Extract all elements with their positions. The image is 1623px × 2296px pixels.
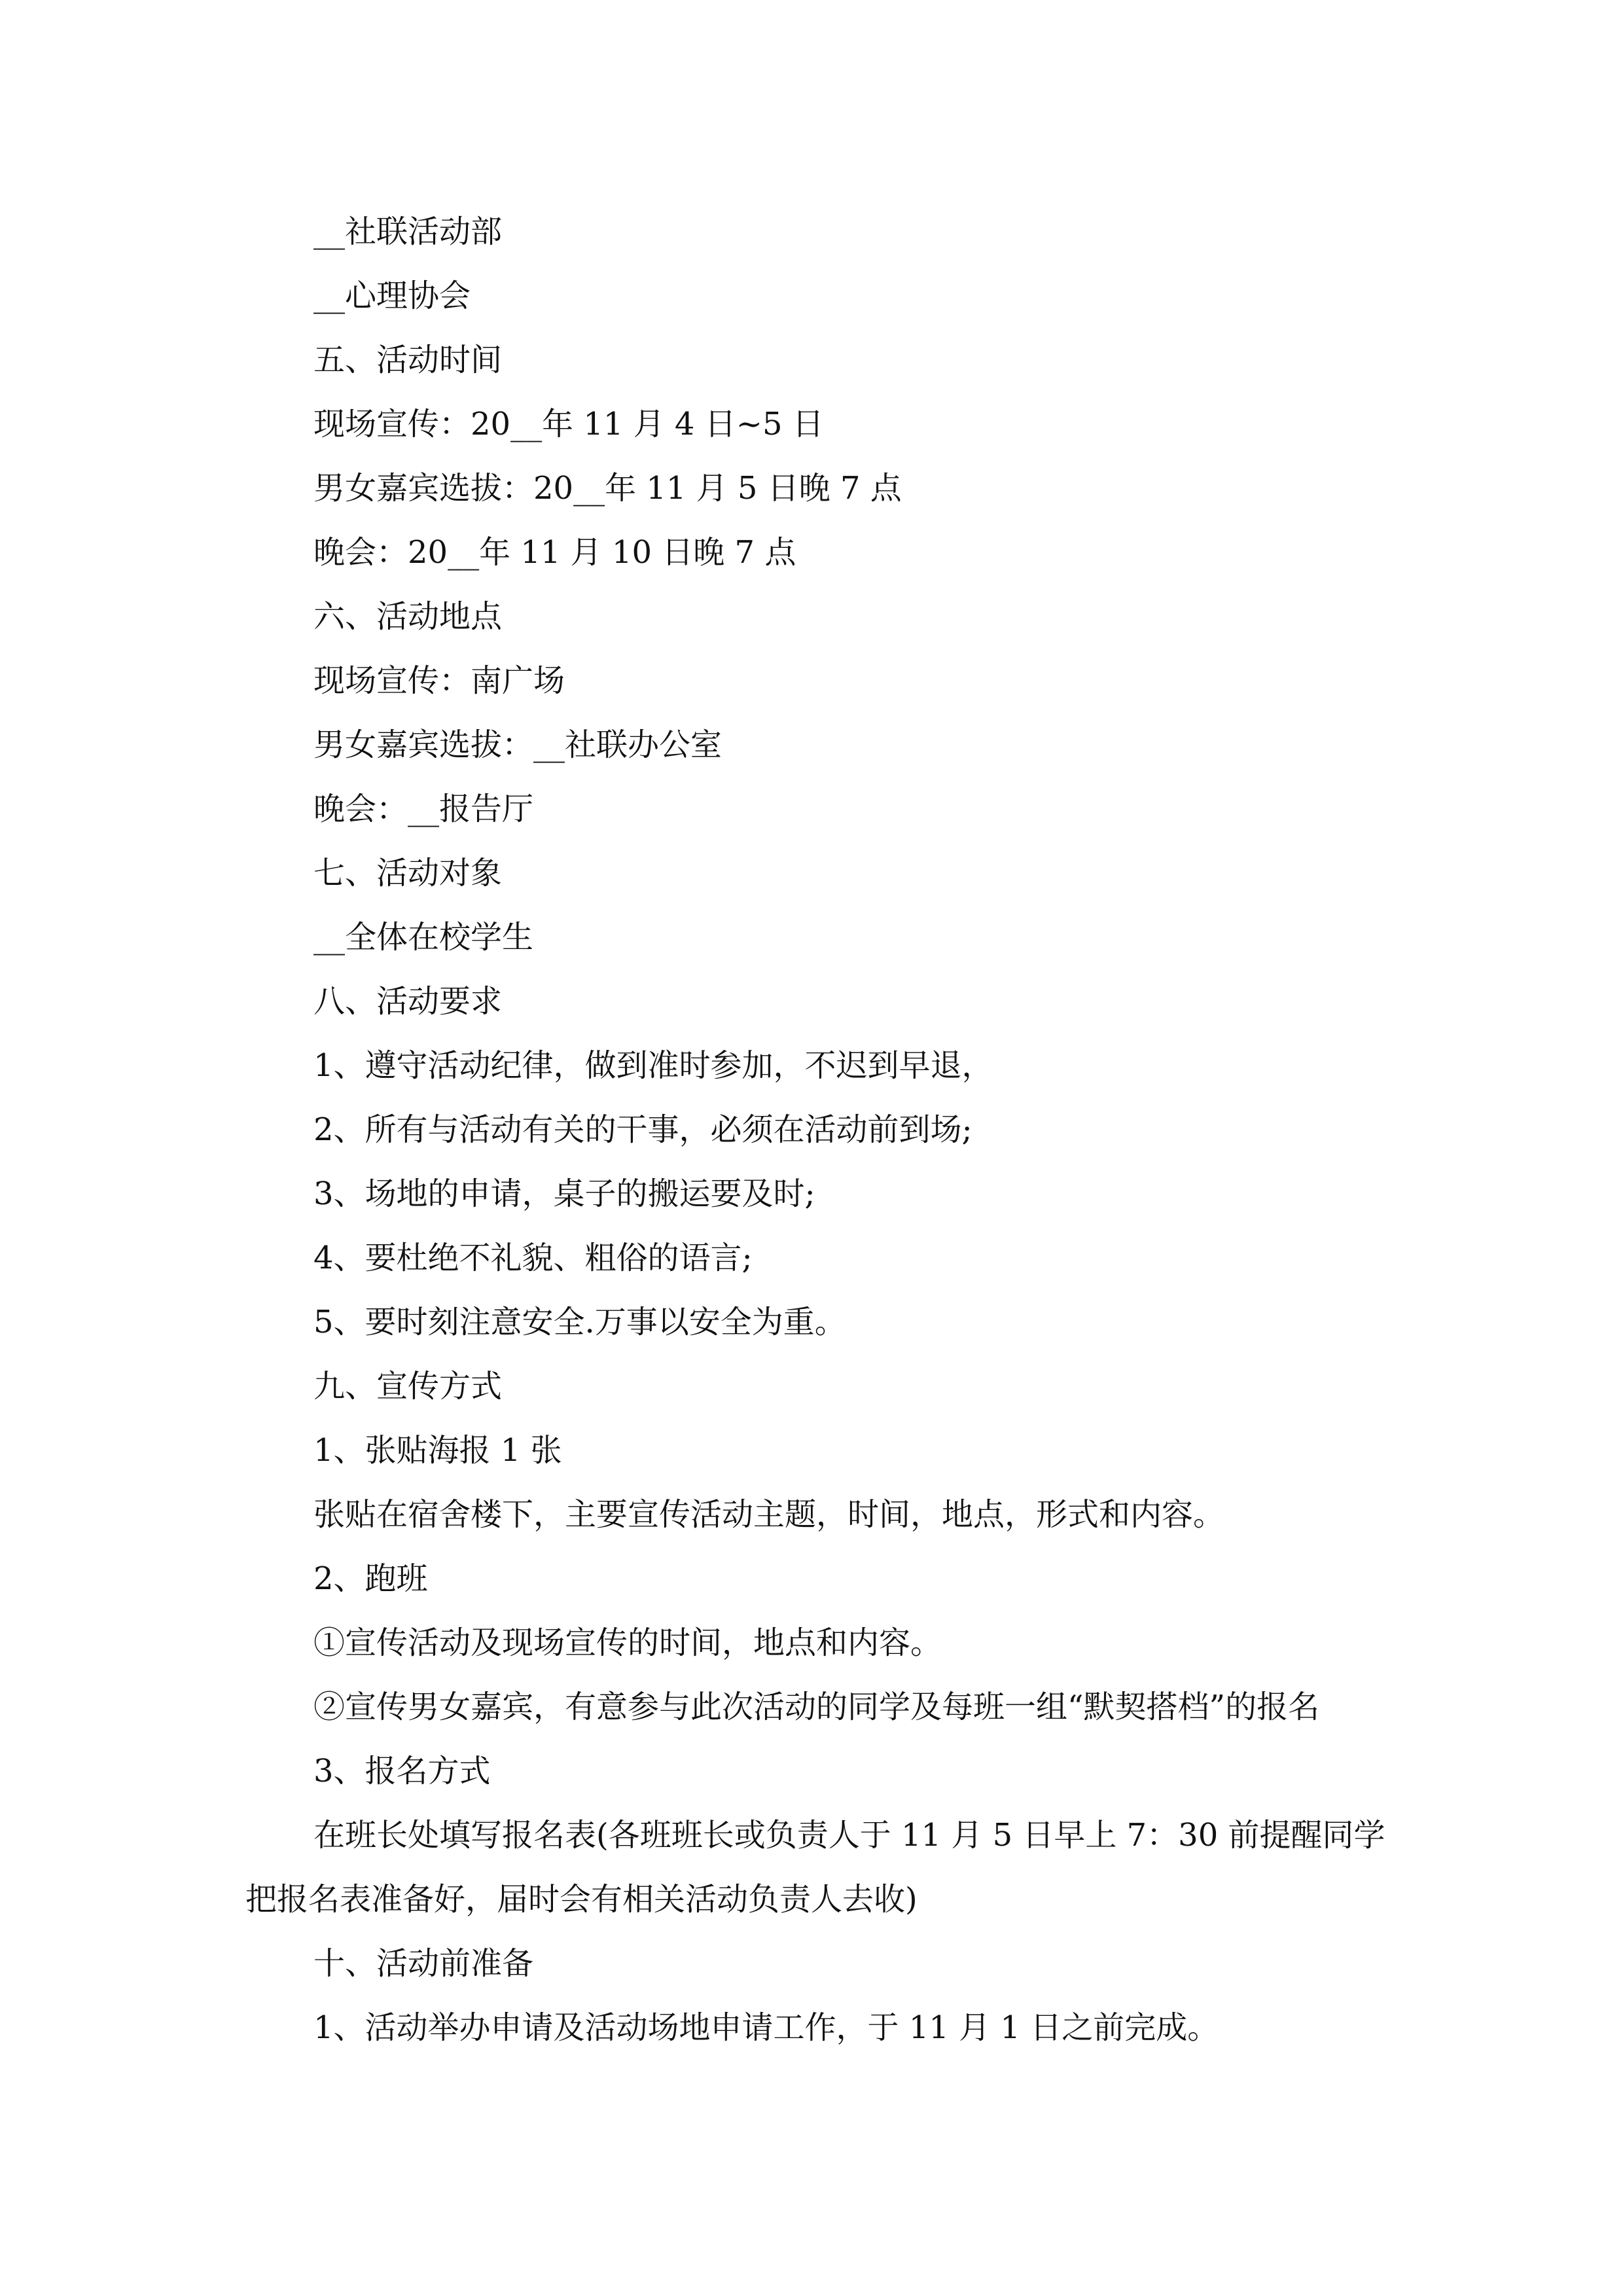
text-line: 男女嘉宾选拔：__社联办公室: [313, 726, 722, 763]
list-item: 3、场地的申请，桌子的搬运要及时;: [313, 1175, 815, 1212]
list-item: 1、遵守活动纪律，做到准时参加，不迟到早退，: [313, 1047, 993, 1084]
document-body: [245, 200, 1391, 2060]
section-heading: 五、活动时间: [313, 342, 503, 378]
text-line: 现场宣传：南广场: [313, 662, 565, 699]
paragraph-line: 在班长处填写报名表(各班班长或负责人于 11 月 5 日早上 7：30 前提醒同学: [313, 1817, 1385, 1854]
list-item: 1、活动举办申请及活动场地申请工作，于 11 月 1 日之前完成。: [313, 2009, 1219, 2046]
text-line: __全体在校学生: [313, 919, 534, 956]
text-line: __社联活动部: [313, 213, 503, 250]
section-heading: 六、活动地点: [313, 598, 503, 635]
text-line: 现场宣传：20__年 11 月 4 日~5 日: [313, 406, 824, 442]
section-heading: 七、活动对象: [313, 855, 503, 891]
list-item: 1、张贴海报 1 张: [313, 1432, 562, 1469]
list-item: 3、报名方式: [313, 1753, 491, 1789]
list-item: ②宣传男女嘉宾，有意参与此次活动的同学及每班一组“默契搭档”的报名: [313, 1689, 1320, 1725]
list-item: 5、要时刻注意安全.万事以安全为重。: [313, 1304, 846, 1340]
text-line: 男女嘉宾选拔：20__年 11 月 5 日晚 7 点: [313, 470, 902, 507]
text-line: 张贴在宿舍楼下，主要宣传活动主题，时间，地点，形式和内容。: [313, 1496, 1225, 1533]
section-heading: 九、宣传方式: [313, 1368, 503, 1405]
section-heading: 十、活动前准备: [313, 1945, 534, 1982]
text-line: 晚会：__报告厅: [313, 791, 534, 827]
paragraph-line-continued: 把报名表准备好，届时会有相关活动负责人去收): [245, 1881, 918, 1918]
list-item: 2、跑班: [313, 1560, 428, 1597]
list-item: 2、所有与活动有关的干事，必须在活动前到场;: [313, 1111, 972, 1148]
text-line: 晚会：20__年 11 月 10 日晚 7 点: [313, 534, 796, 571]
text-line: __心理协会: [313, 278, 471, 314]
list-item: ①宣传活动及现场宣传的时间，地点和内容。: [313, 1624, 942, 1661]
list-item: 4、要杜绝不礼貌、粗俗的语言;: [313, 1240, 753, 1276]
section-heading: 八、活动要求: [313, 983, 503, 1020]
